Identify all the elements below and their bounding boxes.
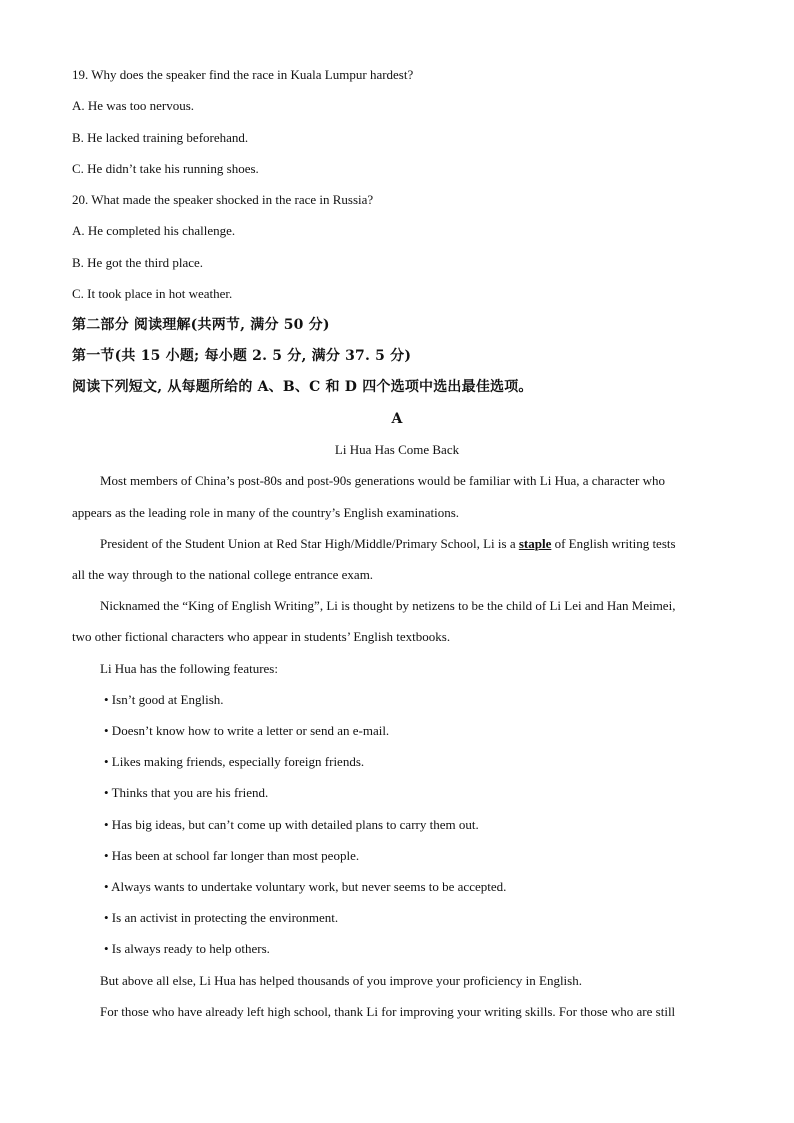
reading-instruction: 阅读下列短文, 从每题所给的 A、B、C 和 D 四个选项中选出最佳选项。	[72, 379, 533, 395]
question-20-option-c: C. It took place in hot weather.	[72, 286, 233, 301]
question-20-option-a: A. He completed his challenge.	[72, 223, 236, 238]
subsection-heading: 第一节(共 15 小题; 每小题 2. 5 分, 满分 37. 5 分)	[72, 348, 412, 364]
passage-title: Li Hua Has Come Back	[334, 442, 460, 457]
feature-item: • Is an activist in protecting the environment.	[104, 910, 339, 925]
question-20-stem: 20. What made the speaker shocked in the race in Russia?	[72, 192, 374, 207]
feature-item: • Always wants to undertake voluntary work, but never seems to be accepted.	[104, 879, 507, 894]
features-intro: Li Hua has the following features:	[100, 661, 278, 676]
part-heading: 第二部分 阅读理解(共两节, 满分 50 分)	[72, 317, 330, 333]
paragraph-1-line-2: appears as the leading role in many of the country’s English examinations.	[72, 505, 460, 520]
paragraph-4: But above all else, Li Hua has helped thousands of you improve your proficiency in English.	[100, 973, 582, 988]
paragraph-2-text-b: of English writing tests	[551, 536, 676, 551]
paragraph-2-text-a: President of the Student Union at Red Star High/Middle/Primary School, Li is a	[100, 536, 519, 551]
feature-item: • Has big ideas, but can’t come up with detailed plans to carry them out.	[104, 817, 479, 832]
feature-item: • Is always ready to help others.	[104, 941, 270, 956]
paragraph-2-line-1	[100, 536, 676, 552]
question-19-option-b: B. He lacked training beforehand.	[72, 130, 249, 145]
staple-keyword: staple	[518, 536, 552, 551]
paragraph-5-line-1: For those who have already left high school, thank Li for improving your writing skills. For those who are still	[100, 1004, 676, 1019]
question-19-stem: 19. Why does the speaker find the race in Kuala Lumpur hardest?	[72, 67, 414, 82]
paragraph-2-line-2: all the way through to the national college entrance exam.	[72, 567, 374, 582]
question-20-option-b: B. He got the third place.	[72, 255, 204, 270]
feature-item: • Thinks that you are his friend.	[104, 785, 269, 800]
feature-item: • Has been at school far longer than most people.	[104, 848, 360, 863]
paragraph-3-line-2: two other fictional characters who appear in students’ English textbooks.	[72, 629, 451, 644]
feature-item: • Isn’t good at English.	[104, 692, 224, 707]
feature-item: • Doesn’t know how to write a letter or send an e-mail.	[104, 723, 390, 738]
paragraph-1-line-1: Most members of China’s post-80s and post-90s generations would be familiar with Li Hua, a character who	[100, 473, 666, 488]
question-19-option-a: A. He was too nervous.	[72, 98, 195, 113]
paragraph-3-line-1: Nicknamed the “King of English Writing”, Li is thought by netizens to be the child of Li Lei and Han Meimei,	[100, 598, 676, 613]
passage-label: A	[391, 411, 403, 427]
feature-item: • Likes making friends, especially foreign friends.	[104, 754, 365, 769]
question-19-option-c: C. He didn’t take his running shoes.	[72, 161, 259, 176]
